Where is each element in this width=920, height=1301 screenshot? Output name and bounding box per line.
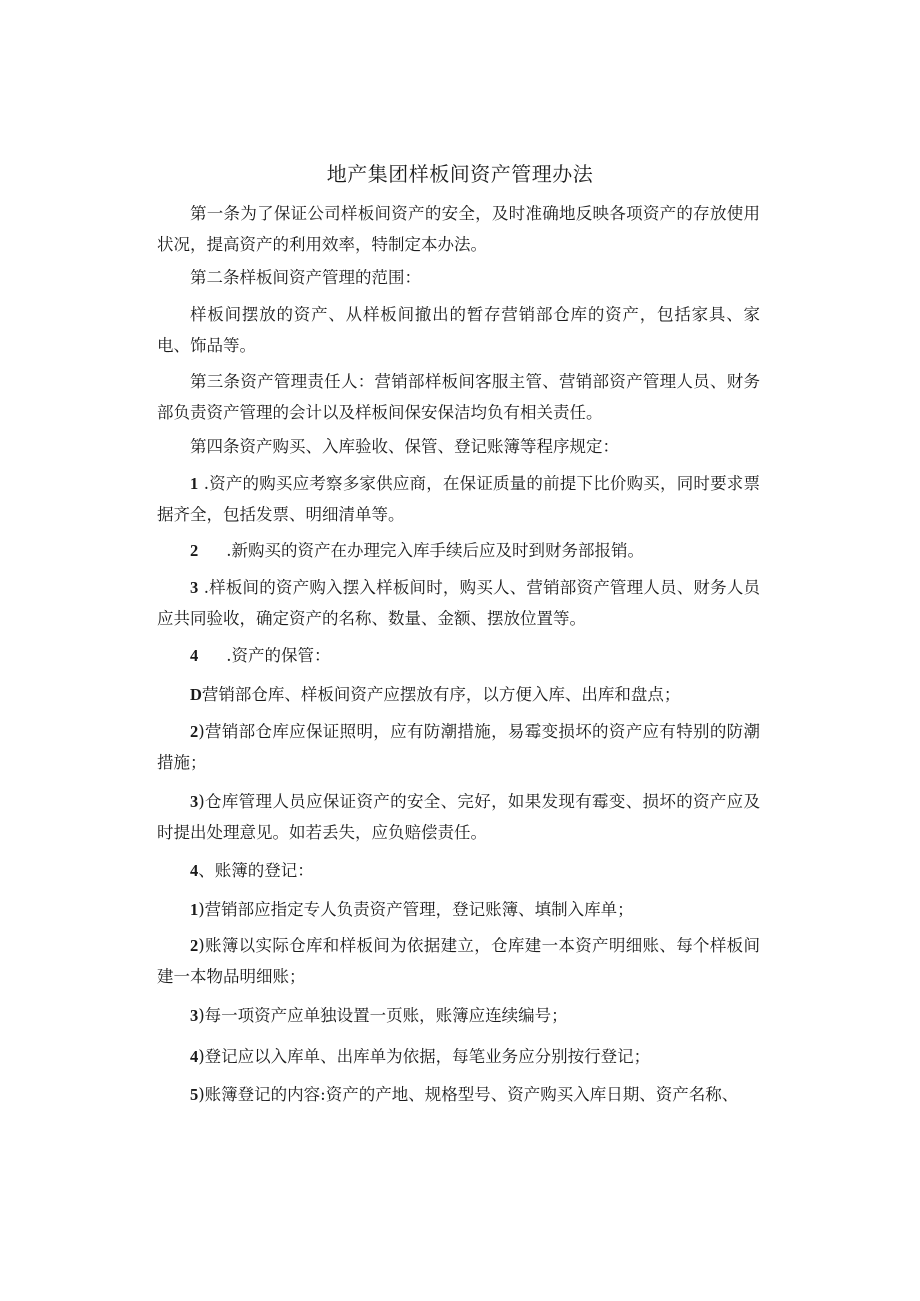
paragraph-text: )账簿以实际仓库和样板间为依据建立，仓库建一本资产明细账、每个样板间建一本物品明细账；: [157, 936, 760, 986]
paragraph-text: 第三条资产管理责任人：营销部样板间客服主管、营销部资产管理人员、财务部负责资产管理的会计以及样板间保安保洁均负有相关责任。: [157, 372, 760, 422]
paragraph-16: [157, 1000, 760, 1031]
document-title: 地产集团样板间资产管理办法: [326, 162, 594, 186]
paragraph-text: )营销部应指定专人负责资产管理，登记账簿、填制入库单；: [198, 900, 634, 919]
paragraph-text: )每一项资产应单独设置一页账，账簿应连续编号；: [198, 1006, 568, 1025]
paragraph-1: [157, 198, 760, 260]
item-number: 2: [190, 722, 199, 741]
paragraph-8: [157, 572, 760, 634]
paragraph-text: )账簿登记的内容:资产的产地、规格型号、资产购买入库日期、资产名称、: [198, 1085, 739, 1104]
item-number: D: [190, 685, 202, 704]
item-number: 4: [190, 861, 199, 880]
paragraph-text: 第四条资产购买、入库验收、保管、登记账簿等程序规定：: [190, 437, 619, 456]
item-number: 5: [190, 1085, 199, 1104]
paragraph-5: [157, 431, 760, 462]
paragraph-11: [157, 716, 760, 778]
paragraph-10: [157, 679, 760, 710]
item-number: 3: [190, 792, 199, 811]
paragraph-12: [157, 786, 760, 848]
paragraph-7: [157, 535, 760, 566]
paragraph-9: [157, 640, 760, 671]
paragraph-14: [157, 894, 760, 925]
paragraph-text: 第二条样板间资产管理的范围：: [190, 268, 421, 287]
item-number: 1: [190, 900, 199, 919]
paragraph-text: .样板间的资产购入摆入样板间时，购买人、营销部资产管理人员、财务人员应共同验收，确定资产的名称、数量、金额、摆放位置等。: [157, 578, 760, 628]
paragraph-text: .资产的保管：: [226, 646, 331, 665]
item-number: 1: [190, 474, 199, 493]
paragraph-text: 样板间摆放的资产、从样板间撤出的暂存营销部仓库的资产，包括家具、家电、饰品等。: [157, 305, 760, 355]
paragraph-17: [157, 1041, 760, 1072]
item-number: 3: [190, 1006, 199, 1025]
paragraph-6: [157, 468, 760, 530]
paragraph-text: )营销部仓库应保证照明，应有防潮措施，易霉变损坏的资产应有特别的防潮措施；: [157, 722, 760, 772]
paragraph-15: [157, 930, 760, 992]
paragraph-text: 营销部仓库、样板间资产应摆放有序，以方便入库、出库和盘点；: [201, 685, 681, 704]
paragraph-4: [157, 366, 760, 428]
paragraph-3: [157, 299, 760, 361]
paragraph-text: 、账簿的登记：: [198, 861, 314, 880]
item-number: 4: [190, 1047, 199, 1066]
paragraph-18: [157, 1079, 760, 1110]
paragraph-2: [157, 262, 760, 293]
paragraph-text: )仓库管理人员应保证资产的安全、完好，如果发现有霉变、损坏的资产应及时提出处理意见。如若丢失，应负赔偿责任。: [157, 792, 760, 842]
paragraph-text: )登记应以入库单、出库单为依据，每笔业务应分别按行登记；: [198, 1047, 651, 1066]
paragraph-text: .新购买的资产在办理完入库手续后应及时到财务部报销。: [226, 541, 644, 560]
item-number: 3: [190, 578, 199, 597]
item-number: 4: [190, 646, 199, 665]
paragraph-13: [157, 855, 760, 886]
item-number: 2: [190, 541, 199, 560]
paragraph-text: .资产的购买应考察多家供应商，在保证质量的前提下比价购买，同时要求票据齐全，包括发票、明细清单等。: [157, 474, 760, 524]
paragraph-text: 第一条为了保证公司样板间资产的安全，及时准确地反映各项资产的存放使用状况，提高资产的利用效率，特制定本办法。: [157, 204, 760, 254]
item-number: 2: [190, 936, 199, 955]
